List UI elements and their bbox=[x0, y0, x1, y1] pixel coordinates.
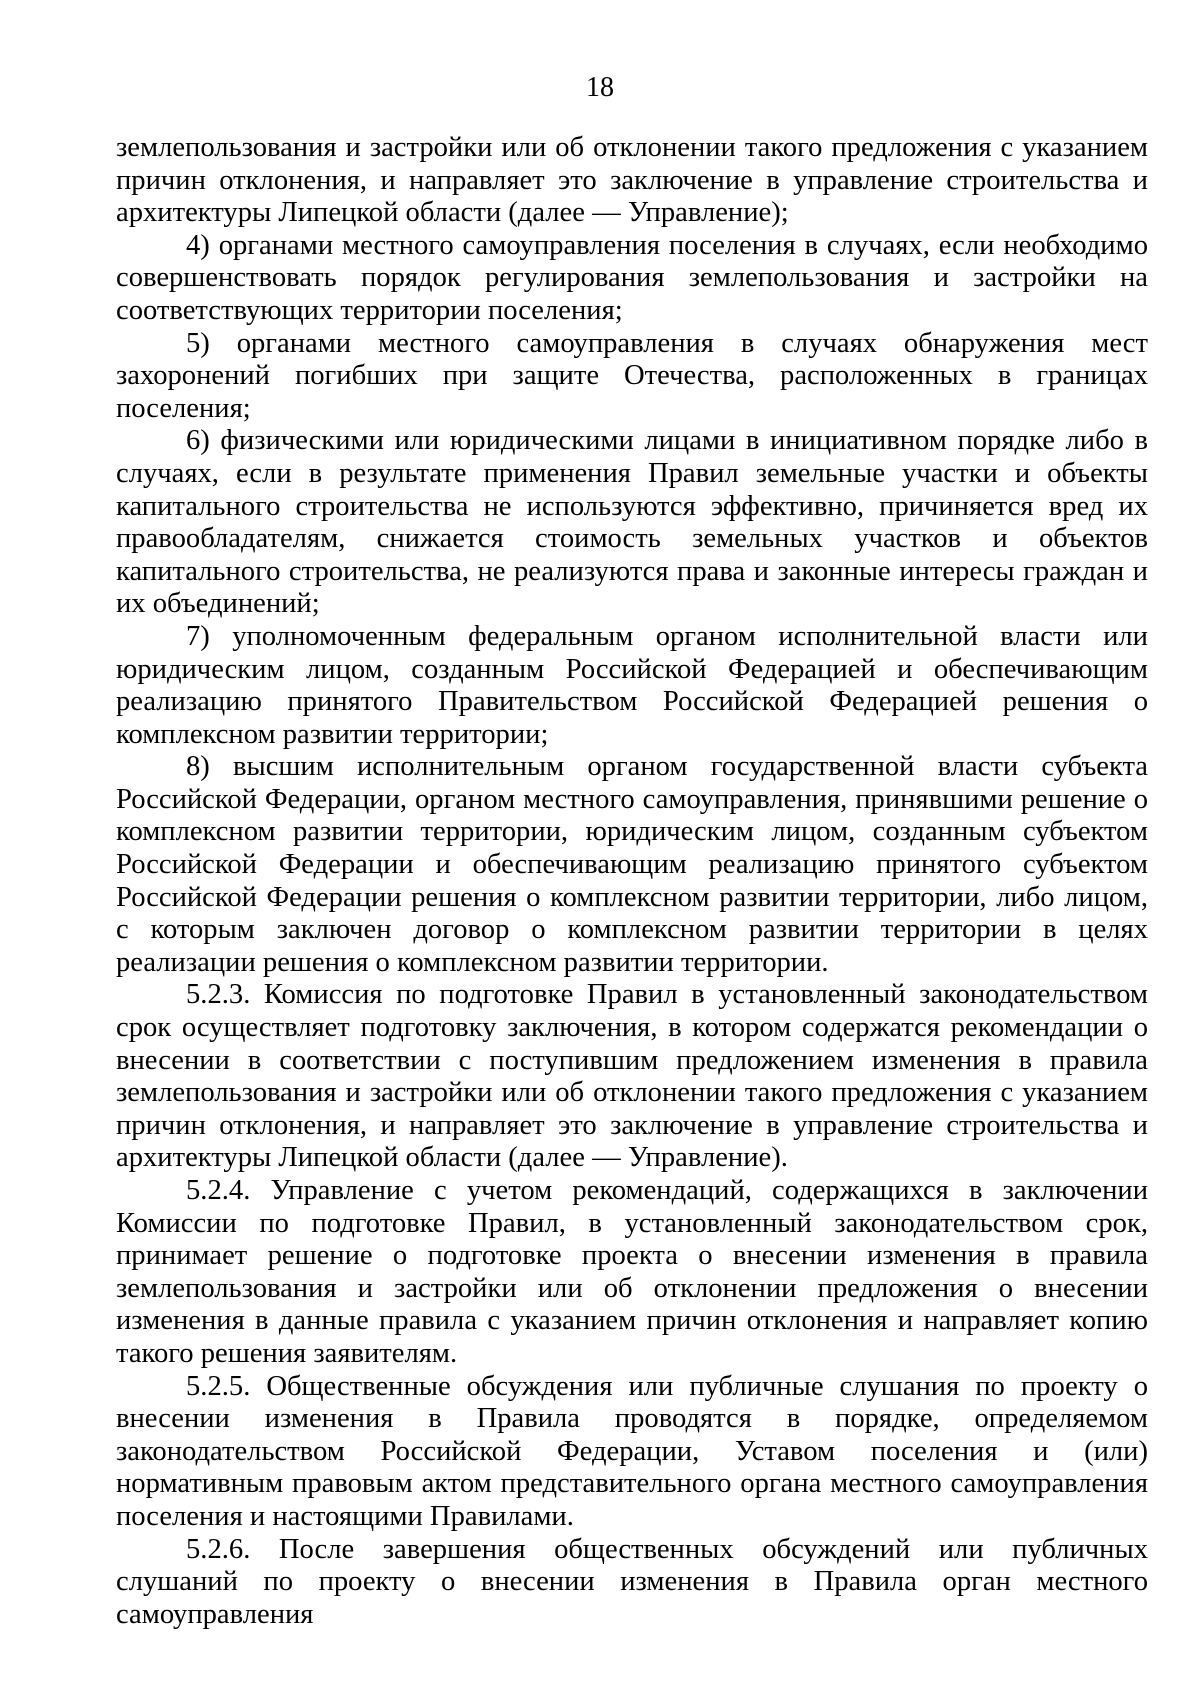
list-item-5: 5) органами местного самоуправления в случаях обнаружения мест захоронений погибших при защите Отечества, расположенных в границах поселения; bbox=[116, 327, 1148, 424]
page-number: 18 bbox=[586, 72, 614, 103]
paragraph-continuation: землепользования и застройки или об отклонении такого предложения с указанием причин отклонения, и направляет это заключение в управление строительства и архитектуры Липецкой области (далее — Управление); bbox=[116, 132, 1148, 229]
list-item-7: 7) уполномоченным федеральным органом исполнительной власти или юридическим лицом, созданным Российской Федерацией и обеспечивающим реализацию принятого Правительством Российской Федерацией решения о комплексном развитии территории; bbox=[116, 620, 1148, 750]
list-item-6: 6) физическими или юридическими лицами в инициативном порядке либо в случаях, если в результате применения Правил земельные участки и объекты капитального строительства не используются эффективно, причиняется вред их правообладателям, снижается стоимость земельных участков и объектов капитального строительства, не реализуются права и законные интересы граждан и их объединений; bbox=[116, 425, 1148, 620]
document-body bbox=[116, 132, 1148, 1631]
clause-5-2-4: 5.2.4. Управление с учетом рекомендаций, содержащихся в заключении Комиссии по подготовке Правил, в установленный законодательством срок, принимает решение о подготовке проекта о внесении изменения в правила землепользования и застройки или об отклонении предложения о внесении изменения в данные правила с указанием причин отклонения и направляет копию такого решения заявителям. bbox=[116, 1175, 1148, 1369]
list-item-4: 4) органами местного самоуправления поселения в случаях, если необходимо совершенствовать порядок регулирования землепользования и застройки на соответствующих территории поселения; bbox=[116, 229, 1148, 326]
clause-5-2-3: 5.2.3. Комиссия по подготовке Правил в установленный законодательством срок осуществляет подготовку заключения, в котором содержатся рекомендации о внесении в соответствии с поступившим предложением изменения в правила землепользования и застройки или об отклонении такого предложения с указанием причин отклонения, и направляет это заключение в управление строительства и архитектуры Липецкой области (далее — Управление). bbox=[116, 979, 1148, 1174]
list-item-8: 8) высшим исполнительным органом государственной власти субъекта Российской Федерации, органом местного самоуправления, принявшими решение о комплексном развитии территории, юридическим лицом, созданным субъектом Российской Федерации и обеспечивающим реализацию принятого субъектом Российской Федерации решения о комплексном развитии территории, либо лицом, с которым заключен договор о комплексном развитии территории в целях реализации решения о комплексном развитии территории. bbox=[116, 751, 1148, 978]
clause-5-2-5: 5.2.5. Общественные обсуждения или публичные слушания по проекту о внесении изменения в Правила проводятся в порядке, определяемом законодательством Российской Федерации, Уставом поселения и (или) нормативным правовым актом представительного органа местного самоуправления поселения и настоящими Правилами. bbox=[116, 1370, 1148, 1532]
clause-5-2-6: 5.2.6. После завершения общественных обсуждений или публичных слушаний по проекту о внесении изменения в Правила орган местного самоуправления bbox=[116, 1533, 1148, 1630]
